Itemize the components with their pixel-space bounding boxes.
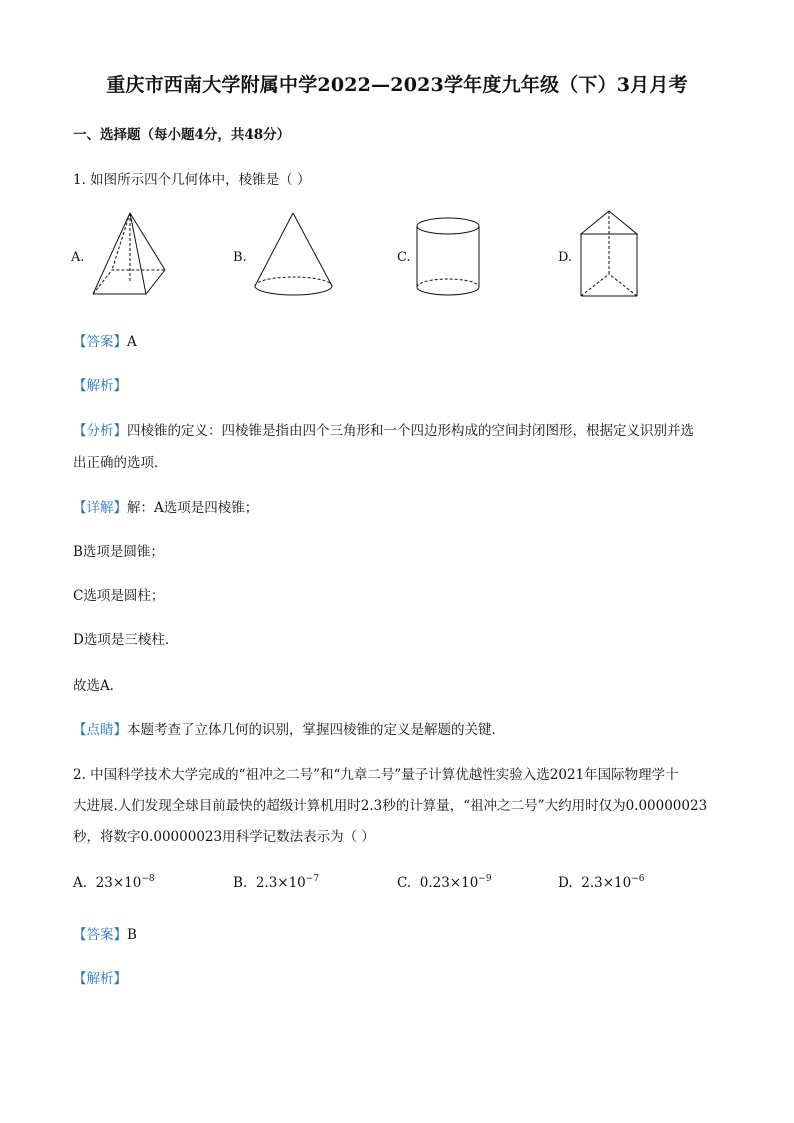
q1-option-a-label: A.	[71, 250, 85, 265]
q2-analysis-tag: 【解析】	[73, 971, 127, 987]
q2-answer-value: B	[127, 927, 137, 943]
q2-stem-line2: 大进展.人们发现全球目前最快的超级计算机用时2.3秒的计算量，“祖冲之二号”大约用时仅为0.00000023	[73, 798, 708, 814]
q2-option-a-exp: −8	[141, 874, 155, 884]
q1-answer	[73, 330, 137, 350]
q2-option-b-base: 2.3×10	[255, 875, 306, 891]
answer-value: A	[127, 334, 137, 350]
dianjing-tag: 【点睛】	[73, 722, 127, 738]
q2-option-b-exp: −7	[305, 874, 320, 884]
q1-option-b-label: B.	[233, 250, 247, 265]
q2-answer	[73, 923, 137, 943]
q1-option-c-label: C.	[397, 250, 411, 265]
q1-conclusion: 故选A．	[73, 678, 124, 694]
q2-answer-tag: 【答案】	[73, 927, 127, 943]
q2-stem-line1: 2. 中国科学技术大学完成的“祖冲之二号”和“九章二号”量子计算优越性实验入选2021年国际物理学十	[73, 767, 679, 783]
q1-detail-b: B选项是圆锥；	[73, 544, 164, 560]
q1-fenxi	[73, 419, 694, 439]
section-heading: 一、选择题（每小题4分，共48分）	[73, 127, 291, 143]
q1-detail-c: C选项是圆柱；	[73, 588, 165, 604]
q1-analysis-tag: 【解析】	[73, 378, 127, 394]
cone-figure	[252, 210, 336, 300]
detail-text: 解：A选项是四棱锥；	[127, 500, 259, 516]
q2-option-c-base: 0.23×10	[419, 875, 479, 891]
q1-stem: 1. 如图所示四个几何体中，棱锥是（ ）	[73, 172, 311, 188]
q1-dianjing	[73, 718, 505, 738]
q2-option-c	[397, 874, 492, 891]
pyramid-figure	[90, 210, 170, 298]
q1-fenxi-cont: 出正确的选项．	[73, 455, 168, 471]
q2-option-d-exp: −6	[631, 874, 645, 884]
q2-option-d	[558, 874, 644, 891]
triangular-prism-figure	[578, 208, 642, 300]
q1-detail	[73, 496, 258, 516]
q2-option-a-base: 23×10	[95, 875, 142, 891]
q1-detail-d: D选项是三棱柱．	[73, 632, 179, 648]
fenxi-tag: 【分析】	[73, 423, 127, 439]
dianjing-text: 本题考查了立体几何的识别，掌握四棱锥的定义是解题的关键．	[127, 722, 505, 738]
fenxi-text: 四棱锥的定义：四棱锥是指由四个三角形和一个四边形构成的空间封闭图形，根据定义识别并选	[127, 423, 694, 439]
q2-option-c-label: C.	[397, 875, 412, 891]
cylinder-figure	[414, 215, 482, 301]
q2-option-c-exp: −9	[478, 874, 492, 884]
q2-stem-line3: 秒，将数字0.00000023用科学记数法表示为（ ）	[73, 829, 375, 845]
answer-tag: 【答案】	[73, 334, 127, 350]
q1-option-d-label: D.	[558, 250, 573, 265]
q2-option-a	[73, 874, 155, 891]
q2-option-d-base: 2.3×10	[581, 875, 632, 891]
q2-option-a-label: A.	[73, 875, 88, 891]
detail-tag: 【详解】	[73, 500, 127, 516]
page-title: 重庆市西南大学附属中学2022—2023学年度九年级（下）3月月考	[106, 74, 688, 96]
q2-option-b	[233, 874, 319, 891]
q2-option-b-label: B.	[233, 875, 248, 891]
q2-option-d-label: D.	[558, 875, 573, 891]
